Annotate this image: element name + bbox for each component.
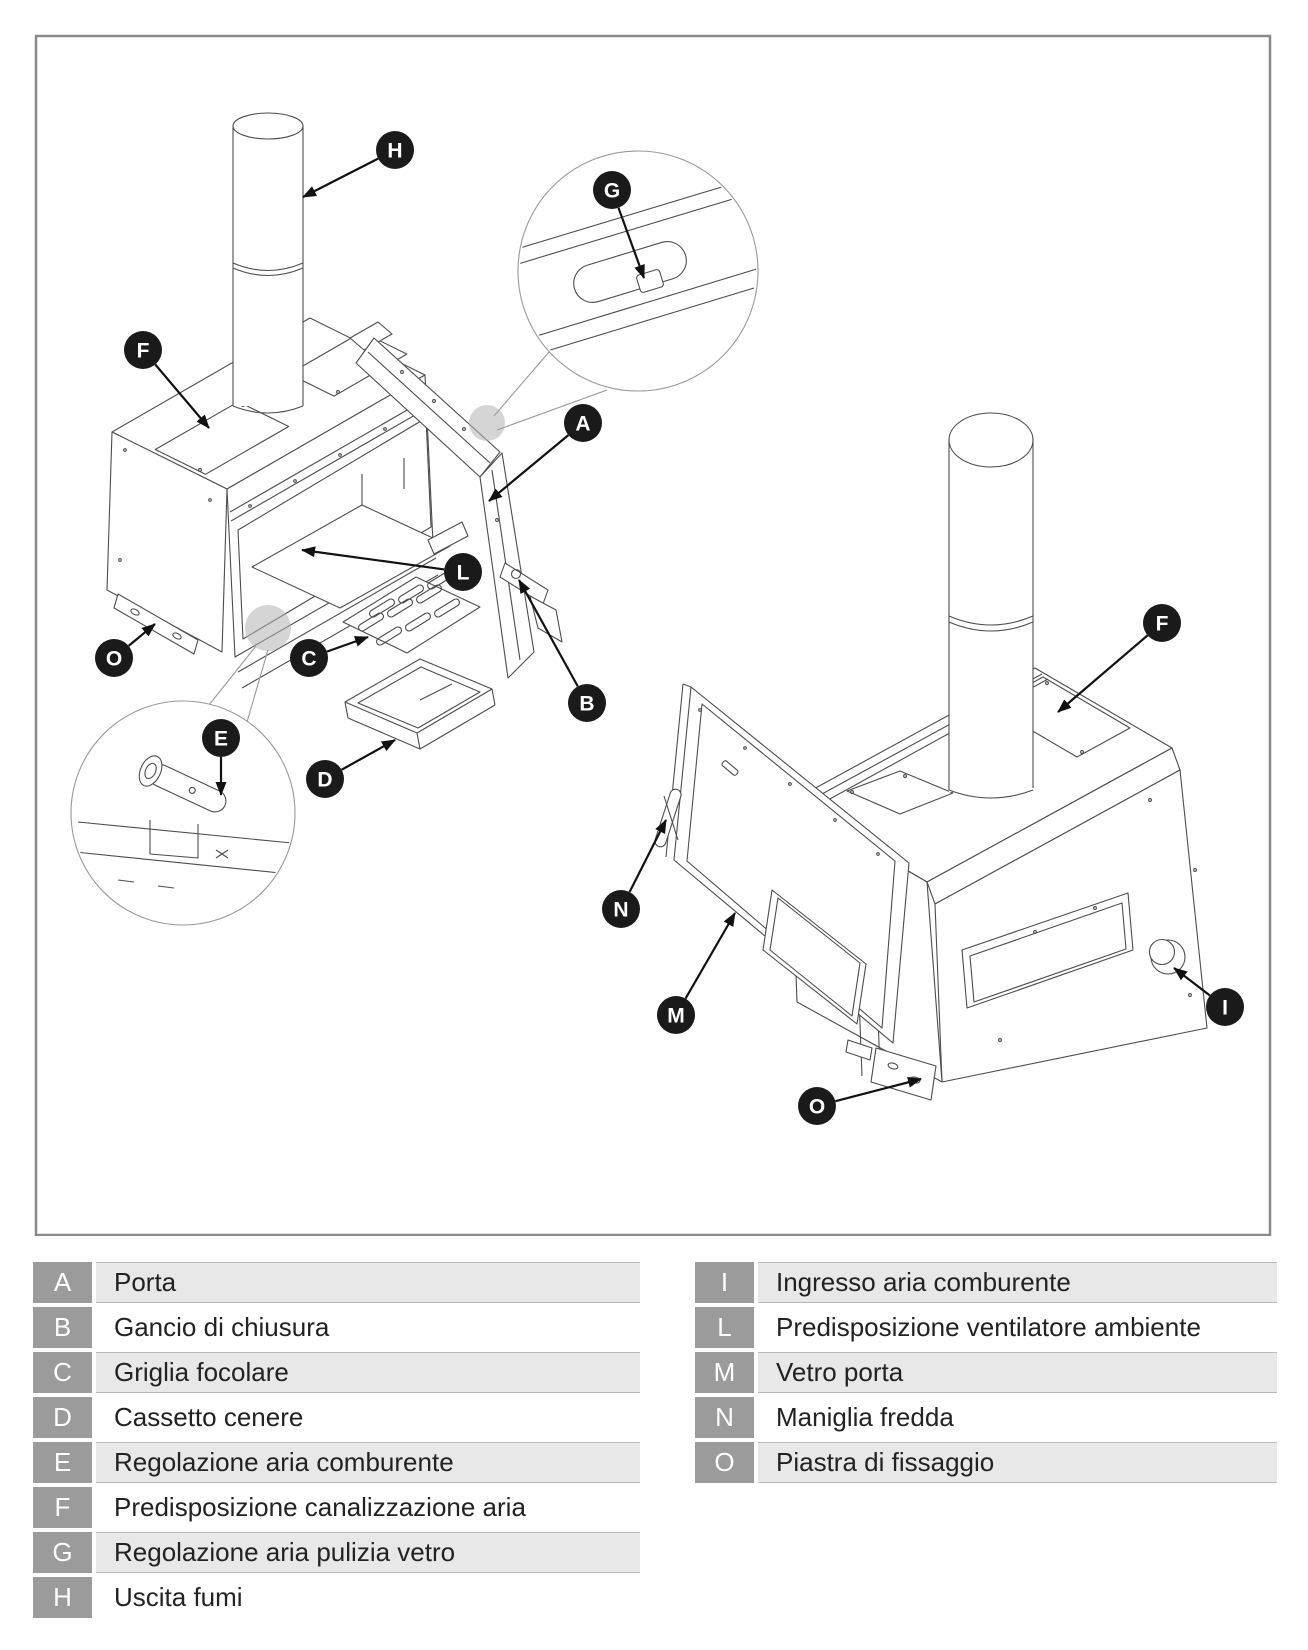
callout-letter: C [301, 647, 317, 671]
legend-label: Porta [96, 1262, 640, 1303]
legend-label: Vetro porta [758, 1352, 1277, 1393]
callout-M [657, 913, 735, 1034]
legend-key: F [33, 1487, 92, 1528]
legend-row-E [33, 1442, 640, 1483]
legend-row-M [695, 1352, 1277, 1393]
legend-label: Regolazione aria comburente [96, 1442, 640, 1483]
callout-arrow [327, 637, 368, 652]
callout-letter: O [808, 1095, 826, 1119]
legend-label: Regolazione aria pulizia vetro [96, 1532, 640, 1573]
legend-label: Gancio di chiusura [114, 1312, 330, 1342]
callout-letter: A [575, 412, 591, 436]
callout-arrow [686, 913, 735, 999]
stove-left-drawing [71, 113, 760, 925]
legend-row-H [33, 1577, 640, 1618]
legend-key: B [33, 1307, 92, 1348]
callout-letter: F [1155, 612, 1169, 636]
callout-arrow [342, 740, 395, 770]
legend-label: Piastra di fissaggio [758, 1442, 1277, 1483]
callout-C [290, 637, 368, 677]
callout-arrow [630, 820, 666, 892]
callout-letter: O [105, 647, 123, 671]
callout-letter: H [387, 139, 403, 163]
callout-O [95, 624, 155, 677]
legend-key: N [695, 1397, 754, 1438]
magnified-spot-air-control [245, 605, 291, 651]
legend-key: E [33, 1442, 92, 1483]
legend-label: Ingresso aria comburente [758, 1262, 1277, 1303]
callout-letter: D [317, 768, 333, 792]
callout-letter: B [579, 692, 595, 716]
legend-key: L [695, 1307, 754, 1348]
callout-arrow [129, 624, 155, 646]
legend-row-A [33, 1262, 640, 1303]
legend-key: A [33, 1262, 92, 1303]
callout-D [306, 740, 395, 798]
legend-row-I [695, 1262, 1277, 1303]
callout-arrow [303, 159, 378, 197]
callout-letter: G [603, 179, 621, 203]
legend-label: Maniglia fredda [776, 1402, 954, 1432]
detail-circle-air-control [71, 646, 295, 925]
legend-row-B [33, 1307, 640, 1348]
legend-key: M [695, 1352, 754, 1393]
callout-letter: N [613, 898, 629, 922]
legend-row-F [33, 1487, 640, 1528]
legend-row-N [695, 1397, 1277, 1438]
legend-label: Predisposizione ventilatore ambiente [776, 1312, 1201, 1342]
ash-drawer [345, 659, 495, 749]
legend-key: C [33, 1352, 92, 1393]
callout-A [489, 404, 602, 501]
legend-label: Cassetto cenere [114, 1402, 304, 1432]
magnified-spot-glass-air [469, 405, 505, 441]
callout-F [1058, 604, 1181, 712]
callout-letter: L [456, 561, 470, 585]
legend-row-C [33, 1352, 640, 1393]
callout-letter: I [1222, 996, 1228, 1020]
callout-letter: E [213, 727, 229, 751]
legend-row-O [695, 1442, 1277, 1483]
legend-row-G [33, 1532, 640, 1573]
chimney [233, 113, 303, 413]
legend-key: O [695, 1442, 754, 1483]
callout-letter: F [136, 339, 150, 363]
legend-key: H [33, 1577, 92, 1618]
legend-row-D [33, 1397, 640, 1438]
legend-label: Predisposizione canalizzazione aria [114, 1492, 526, 1522]
legend-key: D [33, 1397, 92, 1438]
legend-key: G [33, 1532, 92, 1573]
legend-row-L [695, 1307, 1277, 1348]
stove-right-drawing [653, 413, 1207, 1100]
callout-letter: M [667, 1004, 685, 1028]
legend-table-left [33, 1262, 640, 1622]
legend-label: Uscita fumi [114, 1582, 243, 1612]
legend-key: I [695, 1262, 754, 1303]
legend-label: Griglia focolare [96, 1352, 640, 1393]
callout-H [303, 131, 414, 197]
chimney [949, 413, 1033, 798]
legend-table-right [695, 1262, 1277, 1487]
callout-arrow [1058, 635, 1148, 712]
